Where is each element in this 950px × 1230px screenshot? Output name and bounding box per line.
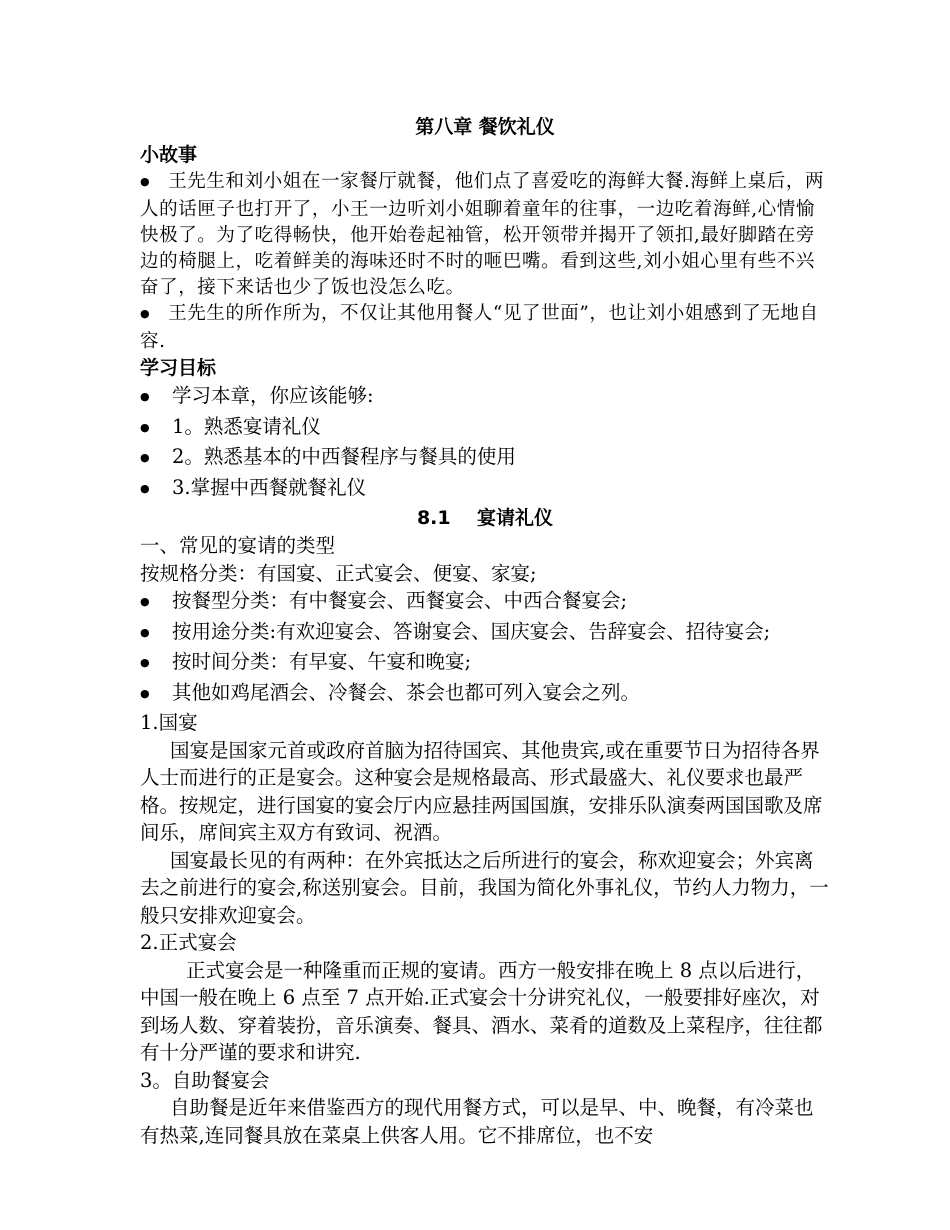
goal-text: 3.掌握中西餐就餐礼仪	[172, 475, 367, 499]
formal-banquet-heading: 2.正式宴会	[140, 931, 237, 954]
bullet-icon	[140, 171, 168, 192]
bullet-icon: ●	[140, 656, 150, 669]
goal-text: 1。熟悉宴请礼仪	[172, 414, 321, 438]
list-item	[140, 587, 830, 618]
goals-list	[140, 382, 830, 504]
section-heading: 8.1 宴请礼仪	[416, 507, 554, 529]
type-text: 按餐型分类：有中餐宴会、西餐宴会、中西合餐宴会;	[172, 589, 628, 612]
bullet-icon	[140, 303, 168, 324]
list-item	[140, 443, 830, 474]
buffet-heading: 3。自助餐宴会	[140, 1068, 270, 1092]
goal-text: 2。熟悉基本的中西餐程序与餐具的使用	[172, 445, 516, 468]
formal-banquet-paragraph: 正式宴会是一种隆重而正规的宴请。西方一般安排在晚上 8 点以后进行，中国一般在晚上 6 点至 7 点开始.正式宴会十分讲究礼仪，一般要排好座次，对到场人数、穿着装扮，音乐演奏、餐具、酒水、菜肴的道数及上菜程序，往往都有十分严谨的要求和讲究.	[140, 958, 823, 1064]
list-item	[140, 382, 830, 413]
types-list	[140, 587, 830, 709]
list-item	[140, 474, 830, 505]
type-text: 按用途分类:有欢迎宴会、答谢宴会、国庆宴会、告辞宴会、招待宴会;	[172, 619, 771, 643]
state-banquet-paragraph-1: 国宴是国家元首或政府首脑为招待国宾、其他贵宾,或在重要节日为招待各界人士而进行的正是宴会。这种宴会是规格最高、形式最盛大、礼仪要求也最严格。按规定，进行国宴的宴会厅内应悬挂两国国旗，安排乐队演奏两国国歌及席间乐，席间宾主双方有致词、祝酒。	[140, 738, 823, 844]
by-scale-line: 按规格分类：有国宴、正式宴会、便宴、家宴;	[140, 561, 537, 585]
goal-text: 学习本章，你应该能够:	[172, 384, 374, 407]
bullet-icon: ●	[140, 595, 150, 608]
chapter-title: 第八章 餐饮礼仪	[415, 116, 555, 138]
bullet-icon: ●	[140, 420, 150, 434]
bullet-icon: ●	[140, 686, 150, 700]
bullet-icon: ●	[140, 481, 150, 495]
story-paragraph-1	[140, 169, 830, 301]
bullet-icon: ●	[140, 451, 150, 464]
story-heading: 小故事	[140, 144, 198, 166]
document-page	[140, 112, 830, 1149]
goals-heading: 学习目标	[140, 357, 217, 379]
list-item	[140, 679, 830, 710]
list-item	[140, 618, 830, 649]
subsection-title: 一、常见的宴请的类型	[140, 534, 336, 557]
state-banquet-heading: 1.国宴	[140, 711, 198, 734]
bullet-icon: ●	[140, 625, 150, 639]
state-banquet-paragraph-2: 国宴最长见的有两种：在外宾抵达之后所进行的宴会，称欢迎宴会；外宾离去之前进行的宴会,称送别宴会。目前，我国为简化外事礼仪，节约人力物力，一般只安排欢迎宴会。	[140, 848, 829, 927]
story-paragraph-2-text: 王先生的所作所为，不仅让其他用餐人“见了世面”，也让刘小姐感到了无地自容.	[140, 303, 819, 352]
story-paragraph-2	[140, 301, 830, 355]
type-text: 其他如鸡尾酒会、冷餐会、茶会也都可列入宴会之列。	[172, 680, 641, 704]
bullet-icon: ●	[140, 390, 150, 403]
type-text: 按时间分类：有早宴、午宴和晚宴;	[172, 650, 472, 673]
list-item	[140, 413, 830, 444]
buffet-paragraph: 自助餐是近年来借鉴西方的现代用餐方式，可以是早、中、晚餐，有冷菜也有热菜,连同餐具放在菜桌上供客人用。它不排席位，也不安	[140, 1096, 814, 1147]
story-paragraph-1-text: 王先生和刘小姐在一家餐厅就餐，他们点了喜爱吃的海鲜大餐.海鲜上桌后，两人的话匣子也打开了，小王一边听刘小姐聊着童年的往事，一边吃着海鲜,心情愉快极了。为了吃得畅快，他开始卷起袖管，松开领带并揭开了领扣,最好脚踏在旁边的椅腿上，吃着鲜美的海味还时不时的咂巴嘴。看到这些,刘小姐心里有些不兴奋了，接下来话也少了饭也没怎么吃。	[140, 171, 825, 298]
list-item	[140, 648, 830, 679]
